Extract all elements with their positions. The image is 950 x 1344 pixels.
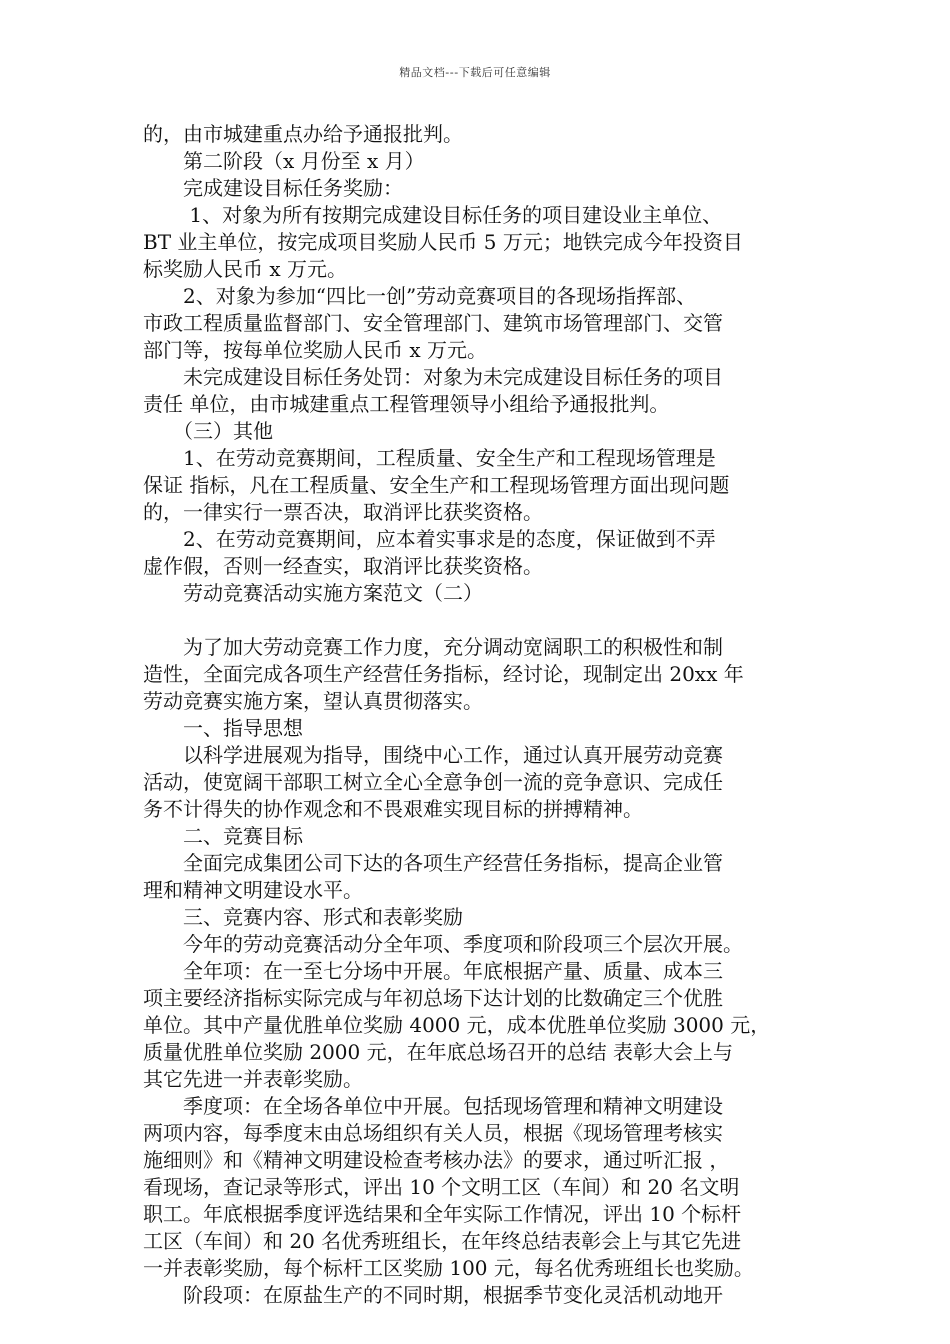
text-line: 务不计得失的协作观念和不畏艰难实现目标的拼搏精神。 <box>143 797 643 821</box>
text-line: 施细则》和《精神文明建设检查考核办法》的要求，通过听汇报 ， <box>143 1148 730 1172</box>
document-body <box>143 121 813 1309</box>
text-line: 单位。其中产量优胜单位奖励 4000 元，成本优胜单位奖励 3000 元， <box>143 1013 771 1037</box>
text-line: 为了加大劳动竞赛工作力度，充分调动宽阔职工的积极性和制 <box>143 635 723 659</box>
text-line: 全年项：在一至七分场中开展。年底根据产量、质量、成本三 <box>143 959 723 983</box>
text-line: 以科学进展观为指导，围绕中心工作，通过认真开展劳动竞赛 <box>143 743 723 767</box>
text-line: 1、对象为所有按期完成建设目标任务的项目建设业主单位、 <box>143 203 723 227</box>
text-line: 保证 指标，凡在工程质量、安全生产和工程现场管理方面出现问题 <box>143 473 730 497</box>
text-line: 2、对象为参加“四比一创”劳动竞赛项目的各现场指挥部、 <box>143 284 697 308</box>
text-line: 二、竞赛目标 <box>143 824 303 848</box>
text-line: 市政工程质量监督部门、安全管理部门、建筑市场管理部门、交管 <box>143 311 723 335</box>
text-line: 劳动竞赛实施方案，望认真贯彻落实。 <box>143 689 483 713</box>
text-line: 完成建设目标任务奖励： <box>143 176 403 200</box>
text-line: 未完成建设目标任务处罚：对象为未完成建设目标任务的项目 <box>143 365 723 389</box>
page-header: 精品文档---下载后可任意编辑 <box>399 66 551 79</box>
text-line: 理和精神文明建设水平。 <box>143 878 363 902</box>
text-line: 责任 单位，由市城建重点工程管理领导小组给予通报批判。 <box>143 392 670 416</box>
text-line: 造性，全面完成各项生产经营任务指标，经讨论，现制定出 20xx 年 <box>143 662 744 686</box>
text-line: 标奖励人民币 x 万元。 <box>143 257 347 281</box>
text-line: 今年的劳动竞赛活动分全年项、季度项和阶段项三个层次开展。 <box>143 932 743 956</box>
text-line: 工区（车间）和 20 名优秀班组长，在年终总结表彰会上与其它先进 <box>143 1229 742 1253</box>
text-line: 1、在劳动竞赛期间，工程质量、安全生产和工程现场管理是 <box>143 446 716 470</box>
blank-line <box>143 607 813 634</box>
text-line: 的，由市城建重点办给予通报批判。 <box>143 122 463 146</box>
text-line: 项主要经济指标实际完成与年初总场下达计划的比数确定三个优胜 <box>143 986 723 1010</box>
text-line: 质量优胜单位奖励 2000 元，在年底总场召开的总结 表彰大会上与 <box>143 1040 733 1064</box>
text-line: BT 业主单位，按完成项目奖励人民币 5 万元；地铁完成今年投资目 <box>143 230 743 254</box>
text-line: 其它先进一并表彰奖励。 <box>143 1067 363 1091</box>
text-line: 2、在劳动竞赛期间，应本着实事求是的态度，保证做到不弄 <box>143 527 716 551</box>
text-line: 两项内容，每季度末由总场组织有关人员，根据《现场管理考核实 <box>143 1121 723 1145</box>
text-line: 第二阶段（x 月份至 x 月） <box>143 149 425 173</box>
text-line: 部门等，按每单位奖励人民币 x 万元。 <box>143 338 487 362</box>
text-line: 一、指导思想 <box>143 716 303 740</box>
text-line: 活动，使宽阔干部职工树立全心全意争创一流的竞争意识、完成任 <box>143 770 723 794</box>
text-line: （三）其他 <box>143 419 273 443</box>
text-line: 劳动竞赛活动实施方案范文（二） <box>143 581 483 605</box>
text-line: 三、竞赛内容、形式和表彰奖励 <box>143 905 463 929</box>
text-line: 全面完成集团公司下达的各项生产经营任务指标，提高企业管 <box>143 851 723 875</box>
text-line: 阶段项：在原盐生产的不同时期，根据季节变化灵活机动地开 <box>143 1283 723 1307</box>
text-line: 虚作假，否则一经查实，取消评比获奖资格。 <box>143 554 543 578</box>
text-line: 季度项：在全场各单位中开展。包括现场管理和精神文明建设 <box>143 1094 723 1118</box>
text-line: 一并表彰奖励，每个标杆工区奖励 100 元，每名优秀班组长也奖励。 <box>143 1256 754 1280</box>
text-line: 看现场，查记录等形式，评出 10 个文明工区（车间）和 20 名文明 <box>143 1175 740 1199</box>
text-line: 的，一律实行一票否决，取消评比获奖资格。 <box>143 500 543 524</box>
text-line: 职工。年底根据季度评选结果和全年实际工作情况，评出 10 个标杆 <box>143 1202 742 1226</box>
